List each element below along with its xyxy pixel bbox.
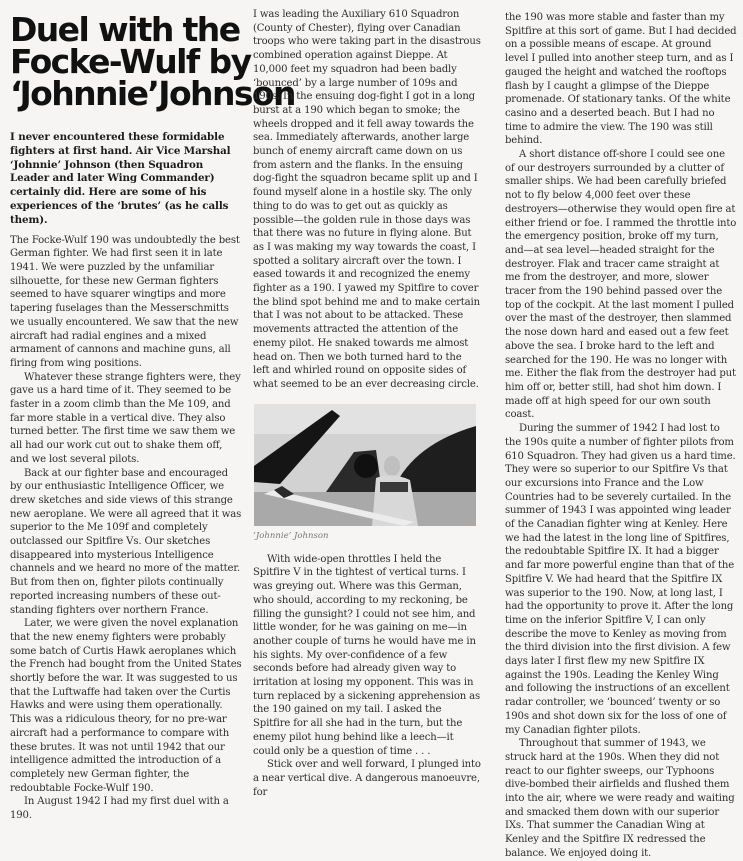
paragraph: Later, we were given the novel explanation that the new enemy fighters were probably some batch of Curtis Hawk aeroplanes which the French had bought from the United States shortly before the war. It was suggested to us that the Luftwaffe had taken over the Curtis Hawks and were using them operationally. This was a ridiculous theory, for no pre-war aircraft had a performance to compare with these brutes. It was not until 1942 that our intelligence admitted the introduction of a completely new German fighter, the redoubtable Focke-Wulf 190.: [10, 618, 242, 794]
paragraph: the 190 was more stable and faster than my Spitfire at this sort of game. But I had decided on a possible means of escape. At ground level I pulled into another steep turn, and as I gauged the height and watched the rooftops flash by I caught a glimpse of the Dieppe promenade. Of stationary tanks. Of the white casino and a deserted beach. But I had no time to admire the view. The 190 was still behind.: [505, 12, 737, 147]
paragraph: Throughout that summer of 1943, we struck hard at the 190s. When they did not react to our fighter sweeps, our Typhoons dive-bombed their airfields and flushed them into the air, where we were ready and waiting and smacked them down with our superior IXs. That summer the Canadian Wing at Kenley and the Spitfire IX redressed the balance. We enjoyed doing it.: [505, 738, 735, 859]
middle-body-bottom: [253, 553, 481, 800]
article-title: [10, 10, 295, 113]
paragraph: I was leading the Auxiliary 610 Squadron (County of Chester), flying over Canadian troops who were taking part in the disastrous combined operation against Dieppe. At 10,000 feet my squadron had been badly ‘bounced’ by a large number of 109s and 190s. In the ensuing dog-fight I got in a long burst at a 190 which began to smoke; the wheels dropped and it fell away towards the sea. Immediately afterwards, another large bunch of enemy aircraft came down on us from astern and the flanks. In the ensuing dog-fight the squadron became split up and I found myself alone in a hostile sky. The only thing to do was to get out as quickly as possible—the golden rule in those days was that there was no future in flying alone. But as I was making my way towards the coast, I spotted a solitary aircraft over the town. I eased towards it and recognized the enemy fighter as a 190. I yawed my Spitfire to cover the blind spot behind me and to make certain that I was not about to be attacked. These movements attracted the attention of the enemy pilot. He snaked towards me almost head on. Then we both turned hard to the left and whirled round on opposite sides of what seemed to be an ever decreasing circle.: [253, 9, 481, 390]
paragraph: A short distance off-shore I could see one of our destroyers surrounded by a clutter of smaller ships. We had been carefully briefed not to fly below 4,000 feet over these destroyers—otherwise they would open fire at either friend or foe. I rammed the throttle into the emergency position, broke off my turn, and—at sea level—headed straight for the destroyer. Flak and tracer came straight at me from the destroyer, and more, slower tracer from the 190 behind passed over the top of the cockpit. At the last moment I pulled over the mast of the destroyer, then slammed the nose down hard and eased out a few feet above the sea. I broke hard to the left and searched for the 190. He was no longer with me. Either the flak from the destroyer had put him off or, better still, had shot him down. I made off at high speed for our own south coast.: [505, 149, 737, 421]
middle-column: [253, 0, 481, 799]
right-column: [505, 0, 737, 861]
title-line: Focke-Wulf by: [10, 42, 251, 81]
paragraph: During the summer of 1942 I had lost to the 190s quite a number of fighter pilots from 610 Squadron. They had given us a hard time. They were so superior to our Spitfire Vs that our excursions into France and the Low Countries had to be severely curtailed. In the summer of 1943 I was appointed wing leader of the Canadian fighter wing at Kenley. Here we had the latest in the long line of Spitfires, the redoubtable Spitfire IX. It had a bigger and far more powerful engine than that of the Spitfire V. We had heard that the Spitfire IX was superior to the 190. Now, at long last, I had the opportunity to prove it. After the long time on the inferior Spitfire V, I can only describe the move to Kenley as moving from the third division into the first division. A few days later I first flew my new Spitfire IX against the 190s. Leading the Kenley Wing and following the instructions of an excellent radar controller, we ‘bounced’ twenty or so 190s and shot down six for the loss of one of my Canadian fighter pilots.: [505, 423, 736, 736]
title-line: ‘Johnnie’Johnson: [10, 74, 295, 113]
paragraph: Stick over and well forward, I plunged into a near vertical dive. A dangerous manoeuvre, for: [253, 759, 481, 798]
left-body: [10, 234, 242, 823]
paragraph: The Focke-Wulf 190 was undoubtedly the best German fighter. We had first seen it in late 1941. We were puzzled by the unfamiliar silhouette, for these new German fighters seemed to have squarer wingtips and more tapering fuselages than the Messerschmitts we usually encountered. We saw that the new aircraft had radial engines and a mixed armament of cannons and machine guns, all firing from wing positions.: [10, 234, 240, 369]
paragraph: Back at our fighter base and encouraged by our enthusiastic Intelligence Officer, we drew sketches and side views of this strange new aeroplane. We were all agreed that it was superior to the Me 109f and completely outclassed our Spitfire Vs. Our sketches disappeared into mysterious Intelligence channels and we heard no more of the matter. But from then on, fighter pilots continually reported increasing numbers of these out-standing fighters over northern France.: [10, 467, 242, 616]
title-line: Duel with the: [10, 10, 240, 49]
middle-body-top: [253, 8, 481, 392]
photo-caption: ‘Johnnie’ Johnson: [253, 530, 329, 541]
paragraph: Whatever these strange fighters were, they gave us a hard time of it. They seemed to be faster in a zoom climb than the Me 109, and far more stable in a vertical dive. They also turned better. The first time we saw them we all had our work cut out to shake them off, and we lost several pilots.: [10, 371, 241, 465]
photo-illustration: [254, 404, 476, 526]
article-standfirst: I never encountered these formidable fighters at first hand. Air Vice Marshal ‘Johnnie’ Johnson (then Squadron Leader and later Wing Commander) certainly did. Here are some of his experiences of the ‘brutes’ (as he calls them).: [10, 131, 231, 226]
paragraph: With wide-open throttles I held the Spitfire V in the tightest of vertical turns. I was greying out. Where was this German, who should, according to my reckoning, be filling the gunsight? I could not see him, and little wonder, for he was gaining on me—in another couple of turns he would have me in his sights. My over-confidence of a few seconds before had already given way to irritation at losing my opponent. This was in turn replaced by a sickening apprehension as the 190 gained on my tail. I asked the Spitfire for all she had in the turn, but the enemy pilot hung behind like a leech—it could only be a question of time . . .: [253, 553, 481, 757]
paragraph: In August 1942 I had my first duel with a 190.: [10, 796, 229, 822]
johnson-photo: [254, 404, 476, 526]
left-column: [10, 0, 295, 823]
right-body: [505, 11, 737, 861]
